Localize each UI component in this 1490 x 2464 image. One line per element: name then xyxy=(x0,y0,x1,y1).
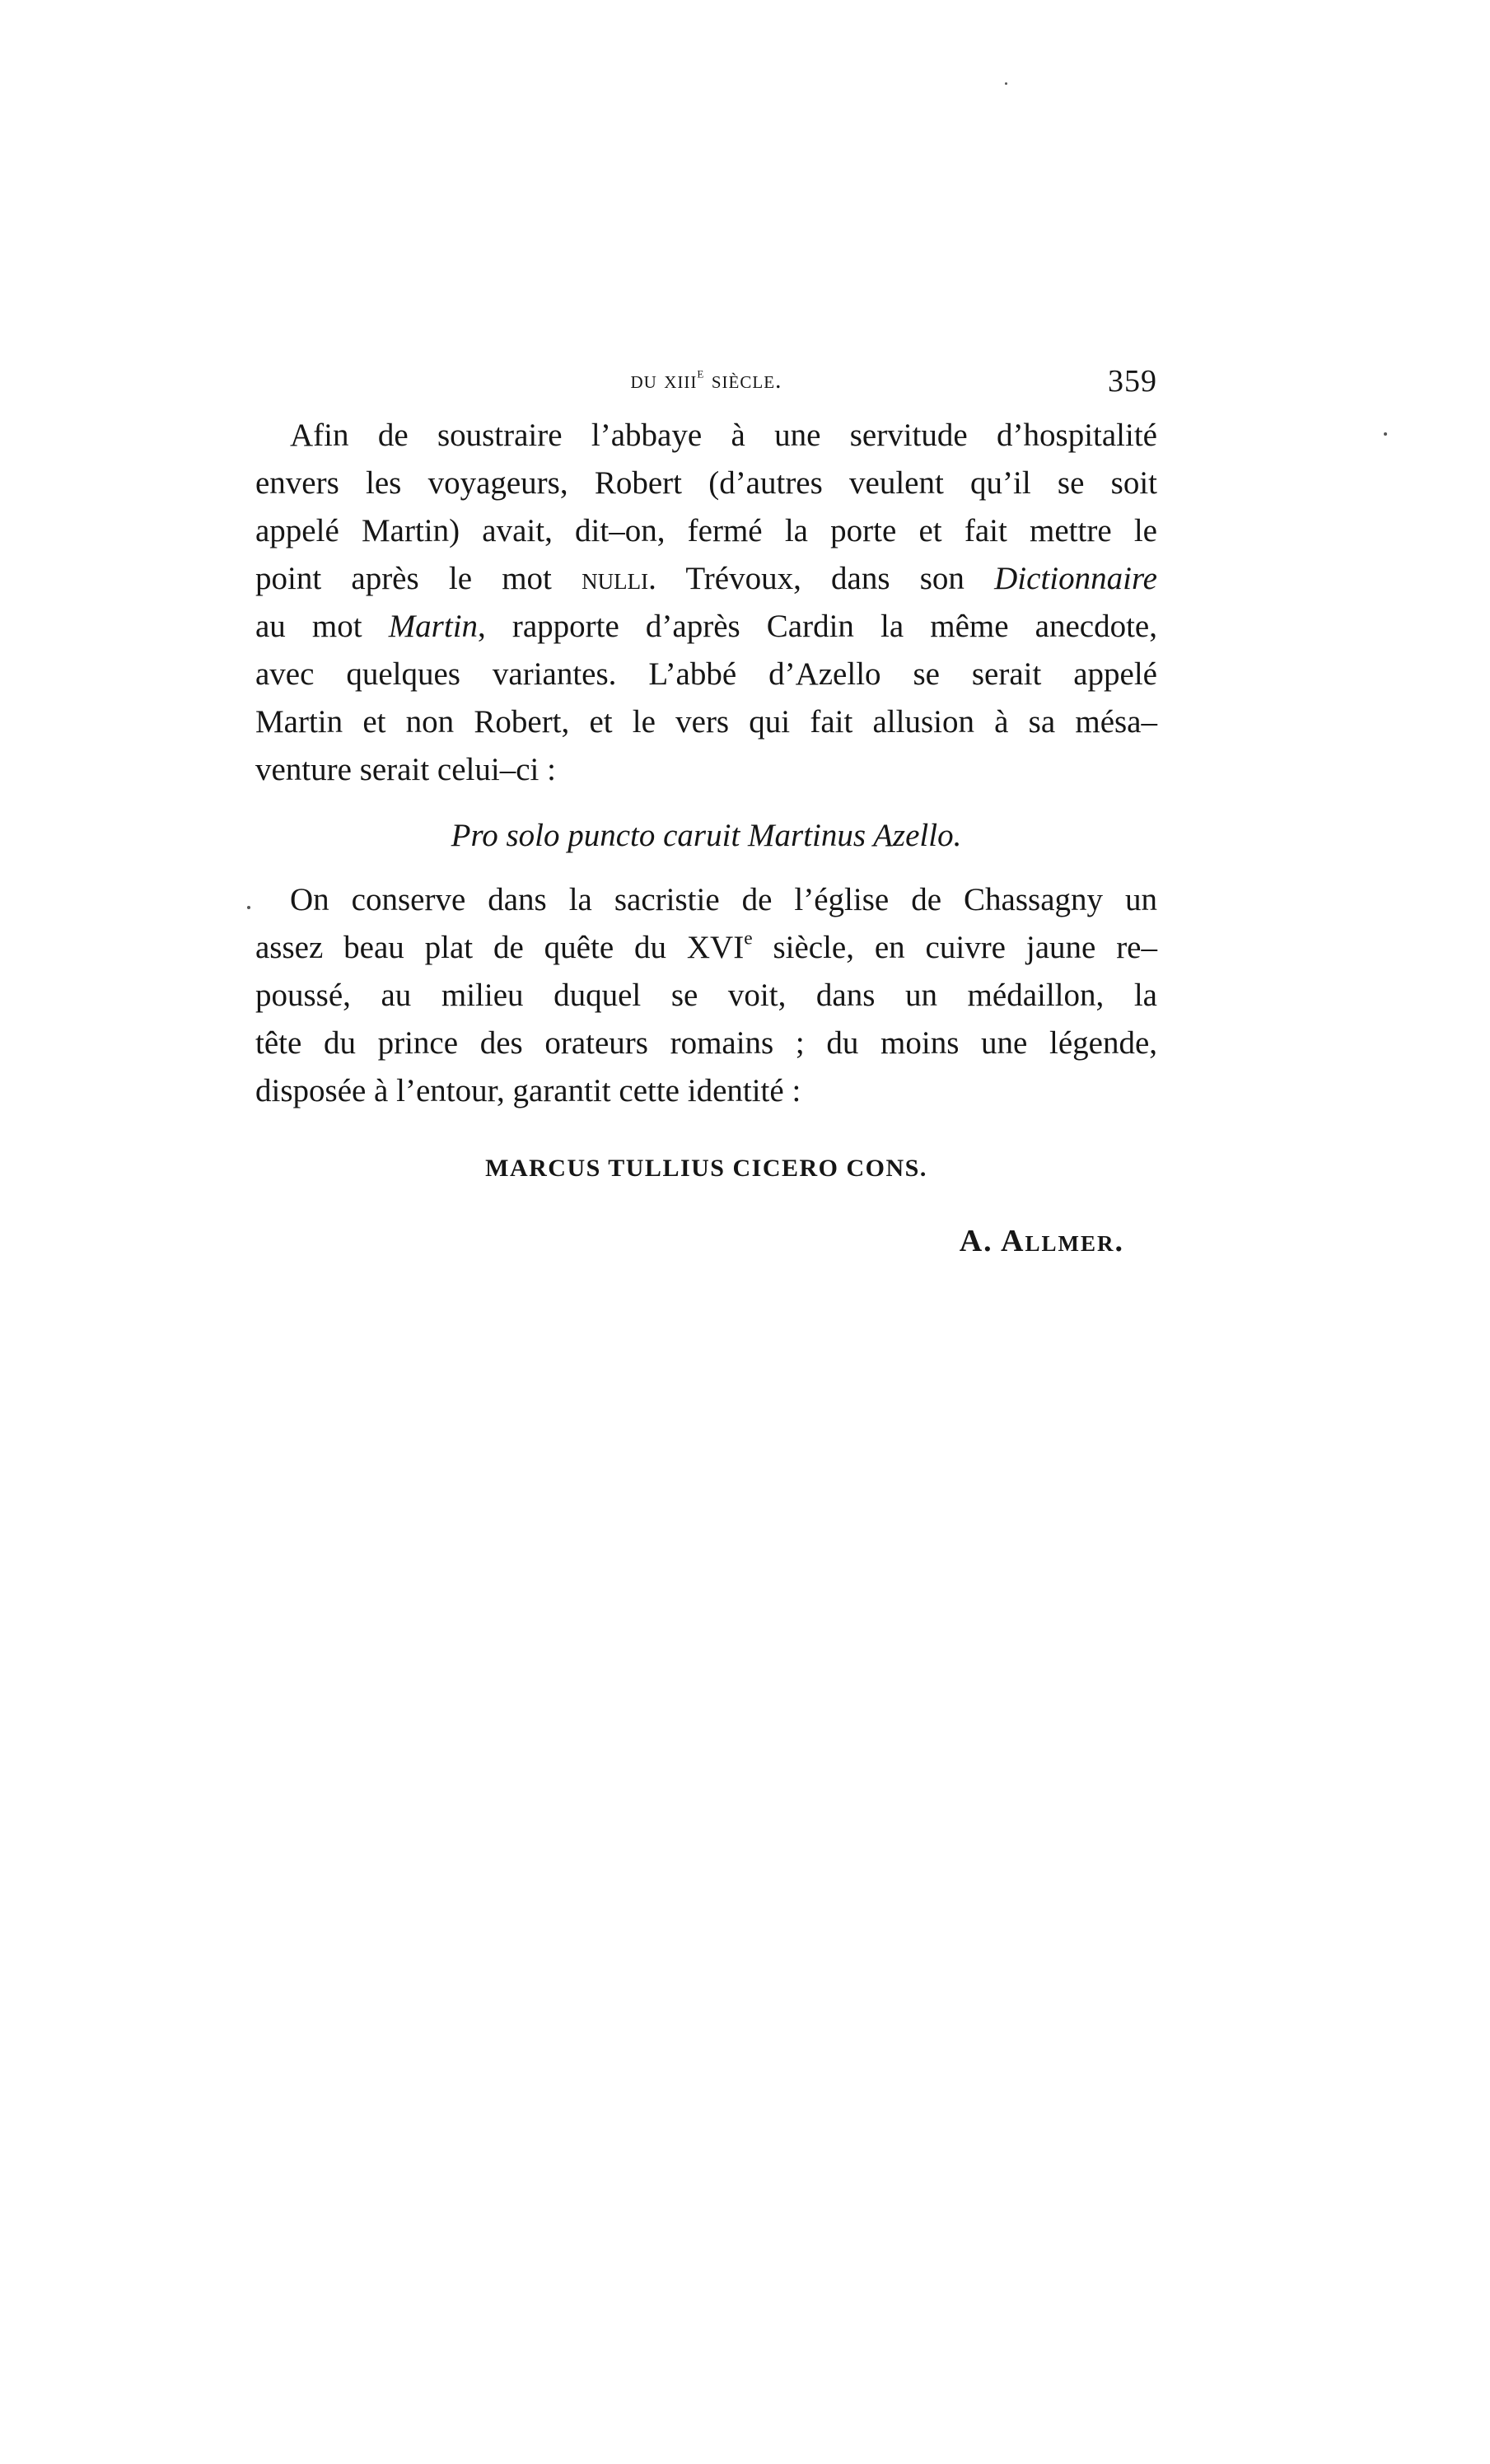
italic-word: Dictionnaire xyxy=(994,561,1157,596)
paragraph-2 xyxy=(255,876,1157,1115)
print-speck xyxy=(247,906,250,909)
paragraph-line: Afin de soustraire l’abbaye à une servitude d’hospitalité xyxy=(290,418,1157,453)
inscription: MARCUS TULLIUS CICERO CONS. xyxy=(485,1155,927,1182)
author-signature: A. Allmer. xyxy=(959,1224,1124,1258)
paragraph-line: envers les voyageurs, Robert (d’autres veulent qu’il se soit xyxy=(255,465,1157,501)
paragraph-line: au mot Martin, rapporte d’après Cardin la même anecdote, xyxy=(255,609,1157,644)
running-head xyxy=(255,366,1157,408)
paragraph-line: poussé, au milieu duquel se voit, dans un médaillon, la xyxy=(255,978,1157,1013)
paragraph-line: Martin et non Robert, et le vers qui fait allusion à sa mésa– xyxy=(255,704,1157,740)
body-text xyxy=(255,412,1157,1265)
paragraph-line: tête du prince des orateurs romains ; du moins une légende, xyxy=(255,1025,1157,1061)
paragraph-line: point après le mot nulli. Trévoux, dans son Dictionnaire xyxy=(255,561,1157,596)
running-title: du xiii$^e$ siècle. xyxy=(630,364,782,394)
print-speck xyxy=(1005,82,1007,85)
paragraph-line: disposée à l’entour, garantit cette identité : xyxy=(255,1073,801,1108)
paragraph-line: avec quelques variantes. L’abbé d’Azello se serait appelé xyxy=(255,656,1157,692)
page-number: 359 xyxy=(1108,364,1157,399)
print-speck xyxy=(1384,432,1387,436)
paragraph-line: assez beau plat de quête du XVIe siècle, en cuivre jaune re– xyxy=(255,927,1157,965)
italic-word: Martin xyxy=(388,609,479,644)
paragraph-line: venture serait celui–ci : xyxy=(255,752,556,787)
paragraph-line: appelé Martin) avait, dit–on, fermé la porte et fait mettre le xyxy=(255,513,1157,548)
paragraph-line: On conserve dans la sacristie de l’église de Chassagny un xyxy=(290,882,1157,917)
small-caps-word: nulli xyxy=(582,561,649,596)
verse-quote: Pro solo puncto caruit Martinus Azello. xyxy=(451,818,962,853)
paragraph-1 xyxy=(255,412,1157,794)
